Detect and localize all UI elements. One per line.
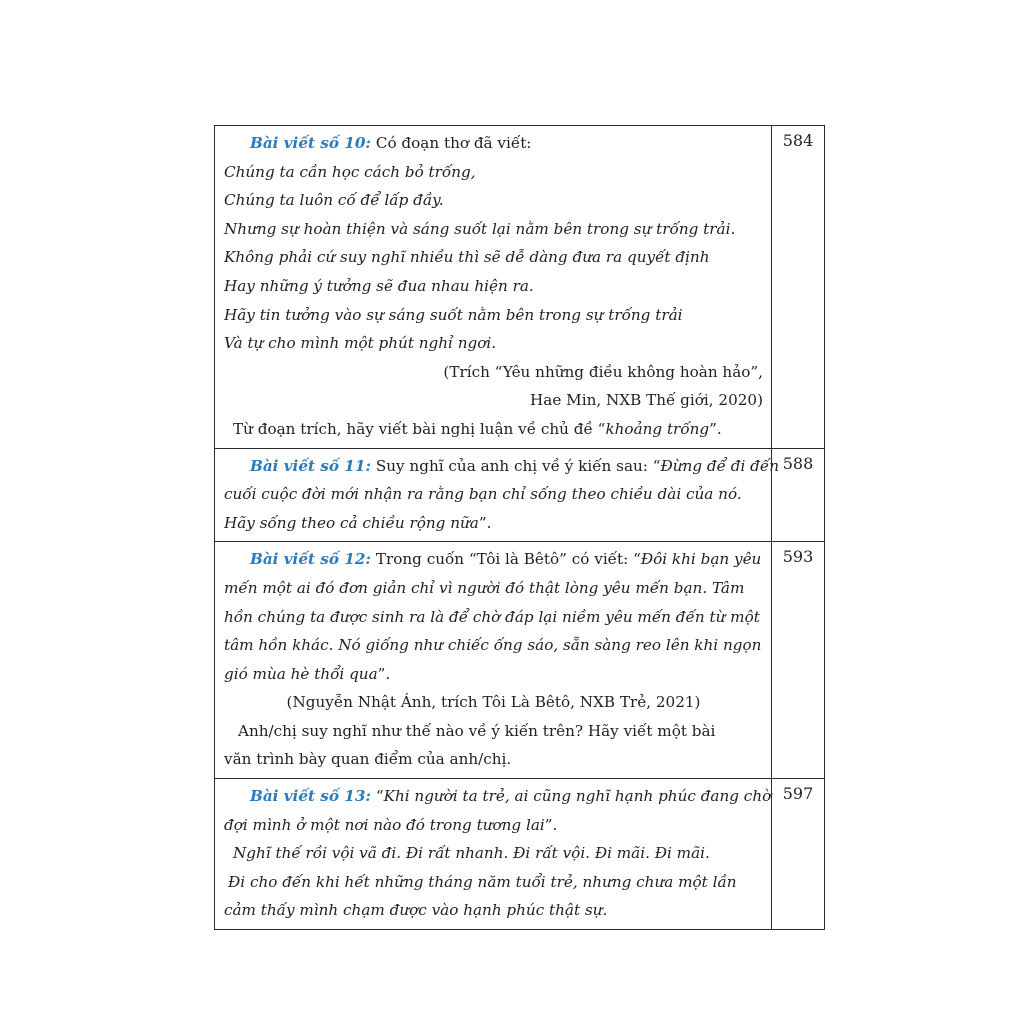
exercise-heading: Bài viết số 13: [250, 787, 372, 806]
poem-line: Chúng ta luôn cố để lấp đầy. [224, 191, 444, 210]
quote-suffix: ”. [478, 513, 492, 532]
citation-line: (Trích “Yêu những điều không hoàn hảo”, [443, 362, 763, 381]
page-number: 584 [772, 126, 825, 449]
quote-line [224, 509, 763, 538]
quote-line: Đi cho đến khi hết những tháng năm tuổi trẻ, nhưng chưa một lần [228, 872, 737, 891]
poem-line: Và tự cho mình một phút nghỉ ngơi. [224, 334, 497, 353]
quote-text: gió mùa hè thổi qua [224, 664, 378, 683]
quote-suffix: ”. [544, 815, 558, 834]
poem-line: Hãy tin tưởng vào sự sáng suốt nằm bên trong sự trống trải [224, 305, 683, 324]
exercise-text: Suy nghĩ của anh chị về ý kiến sau: “ [371, 456, 661, 475]
table-row [215, 542, 825, 779]
quote-suffix: ”. [377, 664, 391, 683]
citation-line: (Nguyễn Nhật Ánh, trích Tôi Là Bêtô, NXB Trẻ, 2021) [286, 693, 701, 712]
quote-text: Đừng để đi đến [660, 456, 780, 475]
page-number: 588 [772, 448, 825, 542]
quote-text: đợi mình ở một nơi nào đó trong tương lai [224, 815, 545, 834]
poem-line: Nhưng sự hoàn thiện và sáng suốt lại nằm bên trong sự trống trải. [224, 219, 736, 238]
quote-line: tâm hồn khác. Nó giống như chiếc ống sáo, sẵn sàng reo lên khi ngọn [224, 636, 762, 655]
exercise-heading: Bài viết số 10: [250, 134, 372, 152]
task-line [224, 415, 763, 444]
exercise-cell [215, 126, 772, 449]
quote-line: cảm thấy mình chạm được vào hạnh phúc thật sự. [224, 901, 608, 920]
quote-line [224, 660, 763, 689]
task-topic: khoảng trống [605, 419, 710, 438]
task-line: Anh/chị suy nghĩ như thế nào về ý kiến trên? Hãy viết một bài [238, 721, 716, 740]
exercise-cell [215, 448, 780, 542]
exercise-heading: Bài viết số 12: [250, 550, 372, 569]
quote-text: Khi người ta trẻ, ai cũng nghĩ hạnh phúc đang chờ [383, 787, 772, 806]
exercise-intro-line [224, 782, 772, 811]
quote-text: Hãy sống theo cả chiều rộng nữa [224, 513, 479, 532]
quote-text: Đôi khi bạn yêu [640, 550, 762, 569]
page-number: 593 [772, 542, 825, 779]
quote-line [224, 811, 763, 840]
quote-line: Nghĩ thế rồi vội vã đi. Đi rất nhanh. Đi rất vội. Đi mãi. Đi mãi. [233, 844, 710, 863]
poem-line: Không phải cứ suy nghĩ nhiều thì sẽ dễ dàng đưa ra quyết định [224, 248, 710, 267]
exercise-text: Trong cuốn “Tôi là Bêtô” có viết: “ [371, 550, 641, 569]
exercise-intro-line [224, 129, 763, 158]
task-line: văn trình bày quan điểm của anh/chị. [224, 750, 512, 769]
page-number: 597 [772, 779, 825, 930]
table-row [215, 126, 825, 449]
quote-line: cuối cuộc đời mới nhận ra rằng bạn chỉ sống theo chiều dài của nó. [224, 485, 742, 504]
citation-line: Hae Min, NXB Thế giới, 2020) [530, 391, 763, 410]
task-suffix: ”. [709, 419, 722, 438]
table-row [215, 448, 825, 542]
poem-line: Chúng ta cần học cách bỏ trống, [224, 162, 476, 181]
exercise-intro-line [224, 452, 780, 481]
quote-line: hồn chúng ta được sinh ra là để chờ đáp lại niềm yêu mến đến từ một [224, 607, 760, 626]
exercise-intro-line [224, 545, 763, 574]
exercise-text: “ [371, 787, 384, 806]
quote-line: mến một ai đó đơn giản chỉ vì người đó thật lòng yêu mến bạn. Tâm [224, 578, 745, 597]
task-text: Từ đoạn trích, hãy viết bài nghị luận về chủ đề “ [233, 419, 606, 438]
exercise-heading: Bài viết số 11: [250, 456, 372, 475]
exercise-cell [215, 779, 772, 930]
poem-line: Hay những ý tưởng sẽ đua nhau hiện ra. [224, 276, 534, 295]
table-row [215, 779, 825, 930]
exercise-table [214, 125, 825, 930]
exercise-cell [215, 542, 772, 779]
exercise-intro: Có đoạn thơ đã viết: [371, 134, 532, 152]
